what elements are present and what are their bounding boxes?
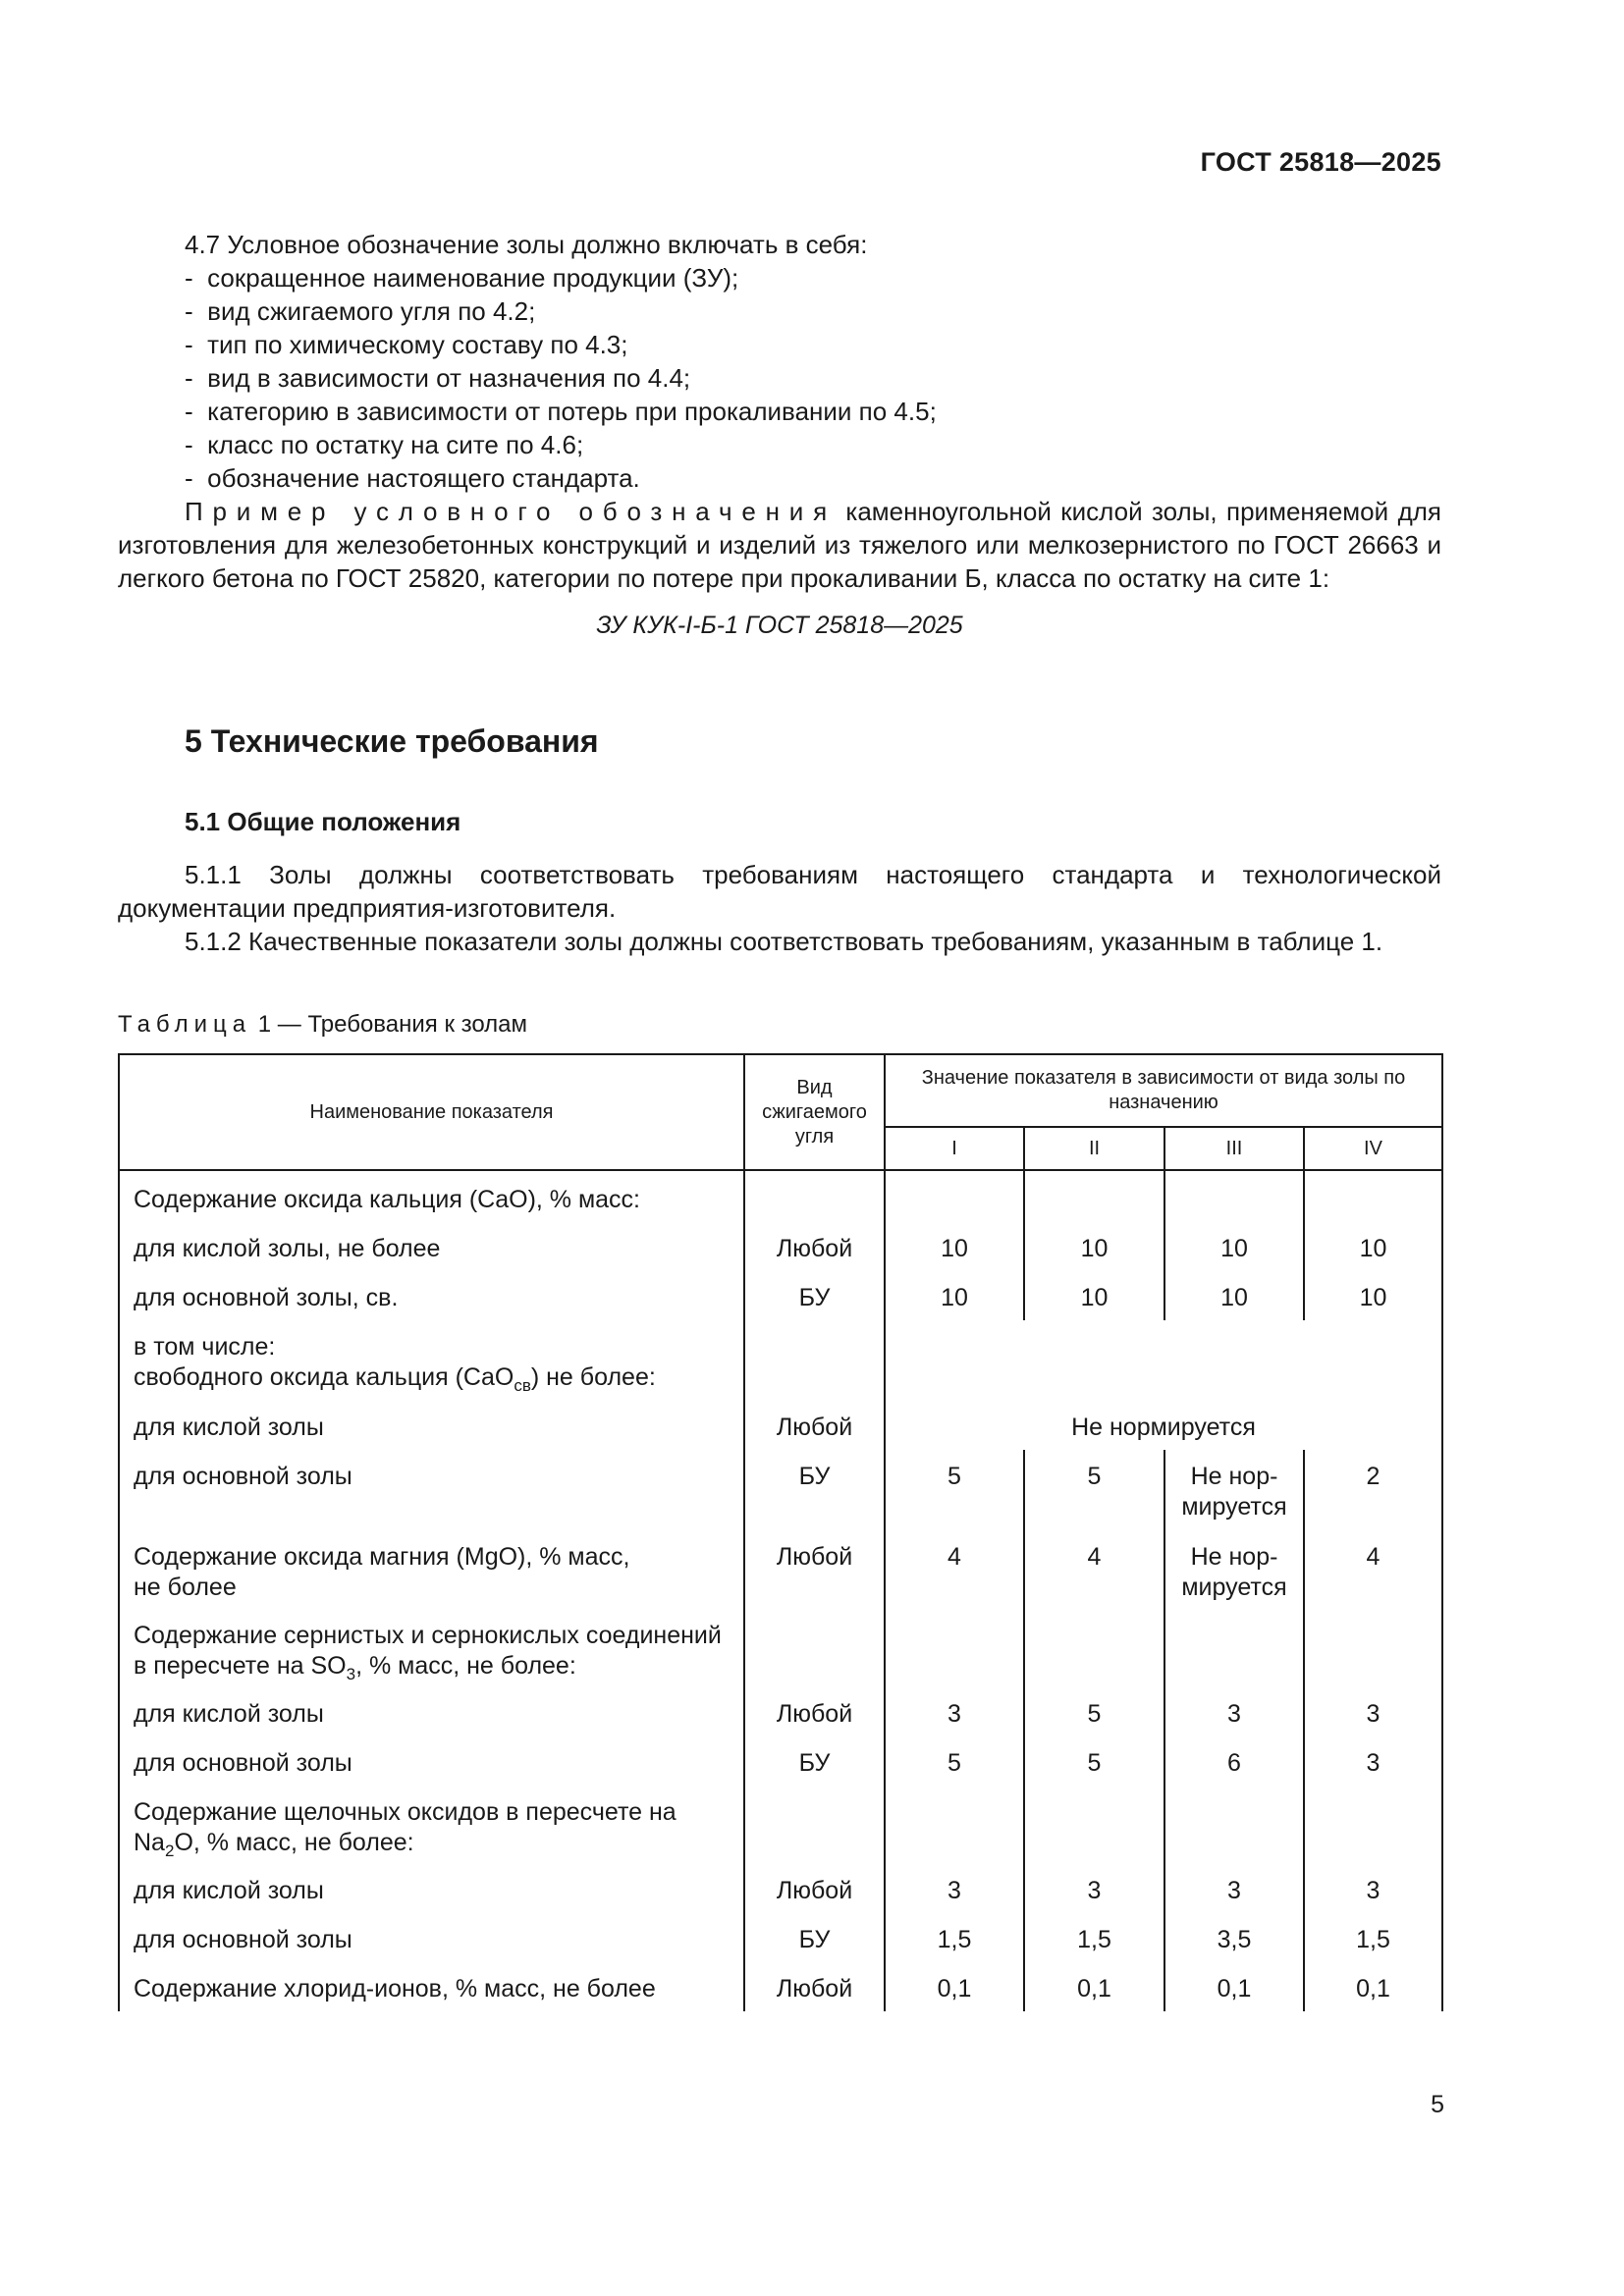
- cell-value: 3: [885, 1687, 1024, 1736]
- cell-value: 0,1: [885, 1962, 1024, 2011]
- section-5-1-body: [118, 858, 1441, 958]
- table-row: [119, 1401, 1442, 1450]
- cell-coal: БУ: [744, 1736, 885, 1786]
- cell-value: 10: [1164, 1222, 1304, 1271]
- list-item: - вид в зависимости от назначения по 4.4;: [185, 363, 691, 393]
- cell-value: 10: [885, 1222, 1024, 1271]
- cell-value: 3: [1164, 1687, 1304, 1736]
- table-row: [119, 1962, 1442, 2011]
- standard-code-header: ГОСТ 25818—2025: [1200, 147, 1441, 177]
- cell-value: 0,1: [1304, 1962, 1442, 2011]
- example-paragraph: [118, 495, 1441, 595]
- paragraph-5-1-1: 5.1.1 Золы должны соответствовать требованиям настоящего стандарта и технологической документации предприятия-изготовителя.: [118, 860, 1441, 923]
- cell-value: 10: [1304, 1271, 1442, 1320]
- cell-value: 1,5: [1024, 1913, 1164, 1962]
- table-row: [119, 1687, 1442, 1736]
- header-type-i: I: [885, 1127, 1024, 1170]
- cell-value: 3,5: [1164, 1913, 1304, 1962]
- cell-value: 5: [1024, 1687, 1164, 1736]
- cell-coal: Любой: [744, 1962, 885, 2011]
- cell-value: 0,1: [1024, 1962, 1164, 2011]
- header-indicator-name: Наименование показателя: [119, 1054, 744, 1170]
- header-type-iv: IV: [1304, 1127, 1442, 1170]
- cell-name: в том числе: свободного оксида кальция (CaO$_{св}$) не более:: [119, 1320, 744, 1401]
- cell-value: 3: [1304, 1736, 1442, 1786]
- cell-value: 10: [1164, 1271, 1304, 1320]
- cell-value: 1,5: [885, 1913, 1024, 1962]
- cell-value: 2: [1304, 1450, 1442, 1530]
- cell-value: Не нор-мируется: [1164, 1450, 1304, 1530]
- example-text: каменноугольной кислой золы, применяемой для изготовления для железобетонных конструкций и изделий из тяжелого или мелкозернистого по ГОСТ 26663 и легкого бетона по ГОСТ 25820, категории по потере при прокаливании Б, класса по остатку на сите 1:: [118, 497, 1441, 593]
- cell-value: 10: [885, 1271, 1024, 1320]
- cell-value: 6: [1164, 1736, 1304, 1786]
- page-number: 5: [1431, 2091, 1444, 2118]
- table-row: [119, 1609, 1442, 1687]
- cell-name: Содержание оксида магния (MgO), % масс, не более: [119, 1530, 744, 1609]
- cell-name: для кислой золы: [119, 1687, 744, 1736]
- cell-name: для основной золы: [119, 1736, 744, 1786]
- cell-value: 3: [1024, 1864, 1164, 1913]
- section-4-7-intro: 4.7 Условное обозначение золы должно включать в себя:: [185, 230, 868, 259]
- cell-coal: Любой: [744, 1530, 885, 1609]
- cell-value: 5: [1024, 1736, 1164, 1786]
- cell-merged-value: Не нормируется: [885, 1401, 1442, 1450]
- cell-value: 3: [1164, 1864, 1304, 1913]
- cell-coal: БУ: [744, 1913, 885, 1962]
- section-4-7: [118, 228, 1441, 642]
- cell-name: для кислой золы: [119, 1401, 744, 1450]
- table-row: [119, 1913, 1442, 1962]
- list-item: - класс по остатку на сите по 4.6;: [185, 430, 584, 459]
- table-row: [119, 1320, 1442, 1401]
- section-5-1-title: 5.1 Общие положения: [185, 807, 461, 836]
- cell-coal: Любой: [744, 1864, 885, 1913]
- cell-name: для кислой золы: [119, 1864, 744, 1913]
- cell-value: 10: [1024, 1271, 1164, 1320]
- list-item: - вид сжигаемого угля по 4.2;: [185, 296, 536, 326]
- cell-value: 3: [1304, 1687, 1442, 1736]
- table-row: [119, 1271, 1442, 1320]
- cell-value: 3: [885, 1864, 1024, 1913]
- table-row: [119, 1530, 1442, 1609]
- table-row: [119, 1450, 1442, 1530]
- header-type-ii: II: [1024, 1127, 1164, 1170]
- cell-value: 3: [1304, 1864, 1442, 1913]
- cell-coal: Любой: [744, 1687, 885, 1736]
- cell-name: для кислой золы, не более: [119, 1222, 744, 1271]
- example-label: Пример условного обозначения: [185, 497, 837, 526]
- cell-value: 10: [1304, 1222, 1442, 1271]
- cell-value: 5: [885, 1736, 1024, 1786]
- cell-value: 5: [885, 1450, 1024, 1530]
- cell-value: 4: [1304, 1530, 1442, 1609]
- cell-name: для основной золы: [119, 1450, 744, 1530]
- table-caption: Таблица 1 — Требования к золам: [118, 1011, 528, 1038]
- list-item: - категорию в зависимости от потерь при прокаливании по 4.5;: [185, 397, 937, 426]
- example-designation: ЗУ КУК-I-Б-1 ГОСТ 25818—2025: [596, 612, 963, 639]
- cell-value: 4: [1024, 1530, 1164, 1609]
- cell-value: Не нор-мируется: [1164, 1530, 1304, 1609]
- cell-name: Содержание оксида кальция (CaO), % масс:: [119, 1170, 744, 1222]
- cell-name: Содержание хлорид-ионов, % масс, не более: [119, 1962, 744, 2011]
- cell-value: 0,1: [1164, 1962, 1304, 2011]
- header-values: Значение показателя в зависимости от вида золы по назначению: [885, 1054, 1442, 1127]
- cell-coal: БУ: [744, 1450, 885, 1530]
- header-coal-type: Вид сжигаемого угля: [744, 1054, 885, 1170]
- cell-name: для основной золы, св.: [119, 1271, 744, 1320]
- requirements-table: [118, 1053, 1443, 2011]
- header-type-iii: III: [1164, 1127, 1304, 1170]
- list-item: - сокращенное наименование продукции (ЗУ);: [185, 263, 739, 293]
- cell-name: Содержание сернистых и сернокислых соединений в пересчете на $SO_3$, % масс, не более:: [119, 1609, 744, 1687]
- list-item: - обозначение настоящего стандарта.: [185, 463, 640, 493]
- cell-value: 5: [1024, 1450, 1164, 1530]
- cell-value: 1,5: [1304, 1913, 1442, 1962]
- section-5-title: 5 Технические требования: [185, 723, 599, 759]
- cell-value: 4: [885, 1530, 1024, 1609]
- table-row: [119, 1736, 1442, 1786]
- paragraph-5-1-2: 5.1.2 Качественные показатели золы должны соответствовать требованиям, указанным в таблице 1.: [185, 927, 1383, 956]
- table-row: [119, 1786, 1442, 1864]
- table-row: [119, 1170, 1442, 1222]
- cell-coal: Любой: [744, 1401, 885, 1450]
- cell-name: Содержание щелочных оксидов в пересчете на $Na_2O$, % масс, не более:: [119, 1786, 744, 1864]
- list-item: - тип по химическому составу по 4.3;: [185, 330, 628, 359]
- cell-coal: БУ: [744, 1271, 885, 1320]
- cell-name: для основной золы: [119, 1913, 744, 1962]
- table-row: [119, 1864, 1442, 1913]
- cell-coal: Любой: [744, 1222, 885, 1271]
- cell-value: 10: [1024, 1222, 1164, 1271]
- table-row: [119, 1222, 1442, 1271]
